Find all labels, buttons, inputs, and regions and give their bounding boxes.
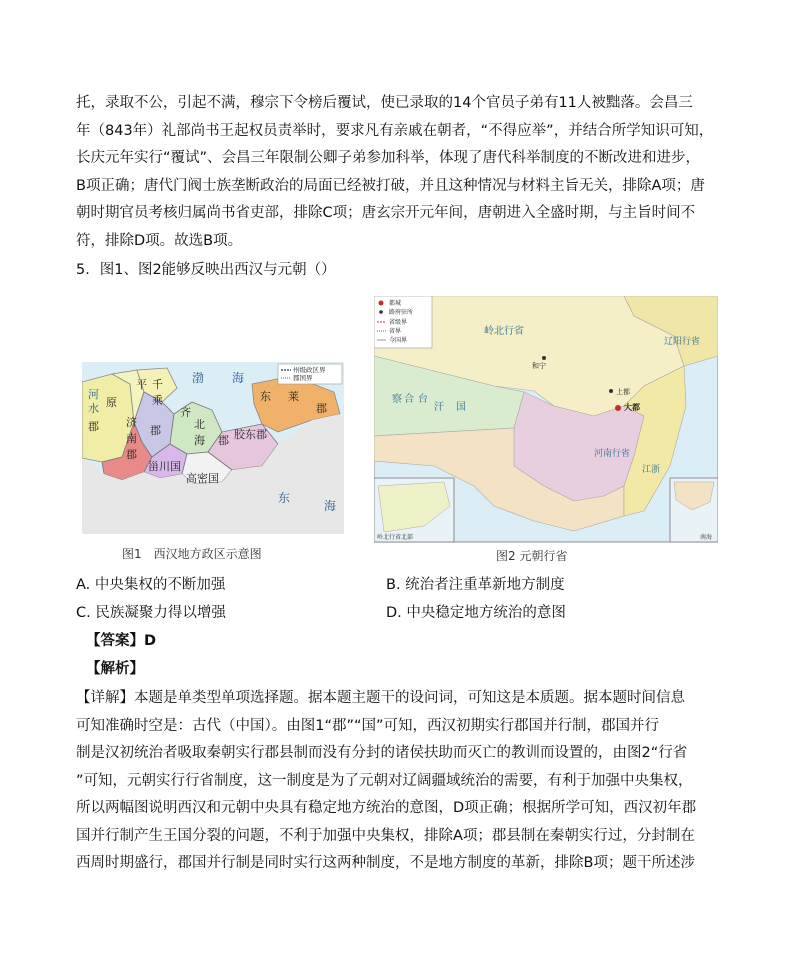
text-line: 年（843年）礼部尚书王起权员责举时，要求凡有亲戚在朝者，“不得应举”，并结合所学知识可知，	[76, 122, 714, 139]
answer-label: 【答案】D	[86, 633, 157, 649]
region-label: 乘	[152, 394, 163, 407]
text-line: 朝时期官员考核归属尚书省吏部，排除C项；唐玄宗开元年间，唐朝进入全盛时期，与主旨时间不	[76, 205, 696, 221]
province-label: 河南行省	[594, 449, 631, 459]
option-d[interactable]: D. 中央稳定地方统治的意图	[386, 605, 566, 621]
province-label: 江浙	[642, 465, 661, 475]
legend-text: 郡国界	[293, 374, 313, 382]
region-label: 原	[106, 396, 117, 409]
sea-label: 海	[324, 499, 337, 513]
khanate-label: 合	[404, 394, 414, 405]
legend-text: 都城	[389, 300, 402, 307]
option-a[interactable]: A. 中央集权的不断加强	[76, 577, 226, 593]
text-line: 所以两幅图说明西汉和元朝中央具有稳定地方统治的意图，D项正确；根据所学可知，西汉初年郡	[76, 800, 697, 816]
text-line: ”可知，元朝实行行省制度，这一制度是为了元朝对辽阔疆域统治的需要，有利于加强中央集权，	[76, 772, 693, 789]
sea-label: 渤	[192, 371, 205, 385]
region-label: 郡	[88, 420, 99, 433]
text-line: 制是汉初统治者吸取秦朝实行郡县制而没有分封的诸侯扶助而灭亡的教训而设置的，由图2“行省	[76, 745, 688, 761]
region-label: 高密国	[186, 472, 219, 485]
legend-text: 路府驻所	[389, 309, 414, 316]
text-line: B项正确；唐代门阀士族垄断政治的局面已经被打破，并且这种情况与材料主旨无关，排除A项；唐	[76, 177, 705, 194]
intro-paragraph	[76, 90, 726, 255]
region-label: 南	[126, 432, 137, 445]
khanate-label: 汗	[434, 402, 444, 413]
inset-label: 岭北行省北部	[377, 534, 414, 541]
region-label: 齐	[180, 406, 191, 419]
figure-1	[82, 362, 344, 567]
dadu-marker	[615, 405, 621, 411]
legend-text: 省界	[389, 328, 402, 335]
text-line: 西周时期盛行，郡国并行制是同时实行这两种制度，不是地方制度的革新，排除B项；题干所述涉	[76, 855, 695, 871]
region-label: 济	[126, 416, 137, 429]
yuan-provinces-map	[374, 296, 718, 567]
inset-label: 南海	[700, 534, 713, 541]
analysis-label: 【解析】	[86, 661, 144, 677]
region-label: 郡	[150, 424, 161, 437]
region-label: 郡	[316, 402, 327, 415]
river-label: 水	[88, 402, 99, 415]
region-label: 平	[136, 378, 147, 391]
region-label: 甾川国	[148, 460, 181, 473]
city-label: 上都	[616, 388, 630, 396]
text-line: 符，排除D项。故选B项。	[76, 232, 243, 249]
text-line: 长庆元年实行“覆试”、会昌三年限制公卿子弟参加科举，体现了唐代科举制度的不断改进和进步，	[76, 150, 701, 166]
region-label: 郡	[218, 434, 229, 447]
sea-label: 海	[232, 371, 245, 385]
western-han-map	[82, 362, 344, 567]
khanate-label: 台	[418, 394, 428, 405]
detail-paragraph	[76, 685, 726, 878]
text-line: 可知准确时空是：古代（中国）。由图1“郡”“国”可知，西汉初期实行郡国并行制，郡国并行	[76, 717, 660, 734]
text-line: 国并行制产生王国分裂的问题，不利于加强中央集权，排除A项；郡县制在秦朝实行过，分封制在	[76, 827, 695, 844]
river-label: 河	[88, 388, 99, 401]
legend-text: 今国界	[389, 337, 408, 344]
region-label: 莱	[288, 390, 299, 403]
city-label: 和宁	[532, 362, 546, 370]
city-label: 大都	[624, 403, 640, 412]
question-stem: 5．图1、图2能够反映出西汉与元朝（）	[76, 262, 336, 278]
region-label: 千	[152, 378, 163, 391]
province-label: 辽阳行省	[664, 337, 701, 347]
khanate-label: 国	[456, 402, 466, 413]
shangdu-marker	[609, 389, 613, 393]
region-label: 北	[194, 418, 205, 431]
region-label: 郡	[126, 448, 137, 461]
text-line: 【详解】本题是单类型单项选择题。据本题主题干的设问词，可知这是本质题。据本题时间信息	[76, 690, 685, 706]
sea-label: 东	[278, 491, 291, 505]
figure-caption: 图2 元朝行省	[496, 549, 568, 563]
figure-caption: 图1 西汉地方政区示意图	[122, 547, 262, 561]
region-label: 胶东郡	[234, 428, 267, 441]
region-label: 东	[260, 390, 271, 403]
option-c[interactable]: C. 民族凝聚力得以增强	[76, 605, 226, 621]
helin-marker	[542, 356, 546, 360]
option-b[interactable]: B. 统治者注重革新地方制度	[386, 577, 565, 593]
legend-text: 州级政区界	[293, 366, 326, 374]
legend-capital-marker	[379, 301, 384, 306]
legend-seat-marker	[379, 310, 383, 314]
figure-2	[374, 296, 718, 567]
region-label: 海	[194, 434, 205, 447]
khanate-label: 察	[392, 394, 402, 405]
legend-text: 省级界	[389, 319, 408, 326]
text-line: 托，录取不公，引起不满，穆宗下令榜后覆试，使已录取的14个官员子弟有11人被黜落。会昌三	[76, 95, 693, 111]
province-label: 岭北行省	[484, 326, 524, 337]
